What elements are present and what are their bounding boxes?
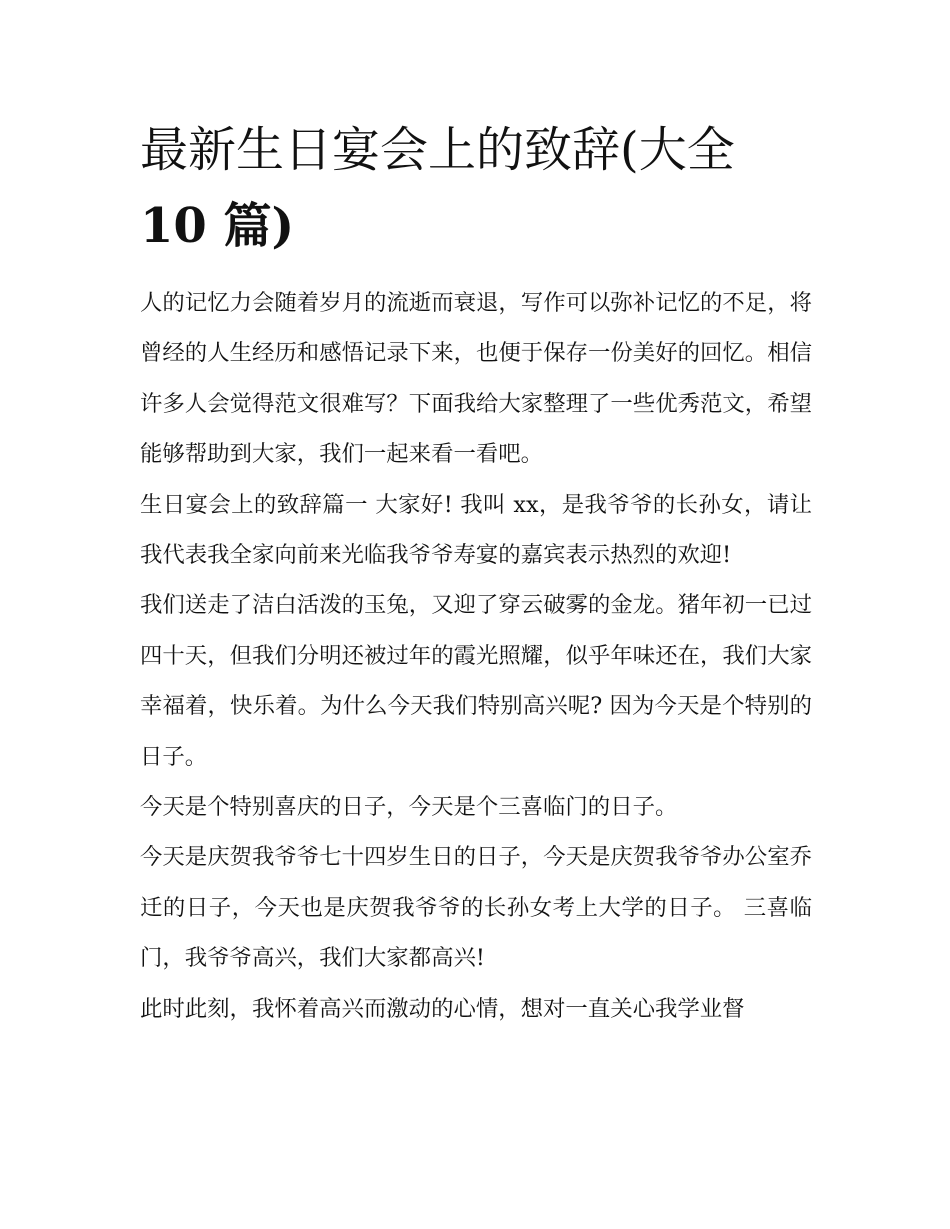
paragraph-gratitude: 此时此刻，我怀着高兴而激动的心情，想对一直关心我学业督 [140,995,745,1022]
paragraph-special-day: 今天是个特别喜庆的日子，今天是个三喜临门的日子。 [140,794,678,821]
paragraph-three-joys: 今天是庆贺我爷爷七十四岁生日的日子，今天是庆贺我爷爷办公室乔迁的日子，今天也是庆贺我爷爷的长孙女考上大学的日子。 三喜临门，我爷爷高兴，我们大家都高兴! [140,844,812,972]
document-title [140,112,812,264]
paragraph-intro: 人的记忆力会随着岁月的流逝而衰退，写作可以弥补记忆的不足，将曾经的人生经历和感悟记录下来，也便于保存一份美好的回忆。相信许多人会觉得范文很难写？下面我给大家整理了一些优秀范文，希望能够帮助到大家，我们一起来看一看吧。 [140,290,812,468]
paragraph-greeting: 生日宴会上的致辞篇一 大家好! 我叫 xx，是我爷爷的长孙女，请让我代表我全家向前来光临我爷爷寿宴的嘉宾表示热烈的欢迎! [140,491,812,569]
document-title-main: 最新生日宴会上的致辞(大全 [140,122,735,178]
document-body [140,112,812,1034]
document-title-count: 10 篇) [140,198,295,254]
paragraph-new-year: 我们送走了洁白活泼的玉兔，又迎了穿云破雾的金龙。猪年初一已过四十天，但我们分明还被过年的霞光照耀，似乎年味还在，我们大家幸福着，快乐着。为什么今天我们特别高兴呢? 因为今天是个特别的日子。 [140,592,812,770]
